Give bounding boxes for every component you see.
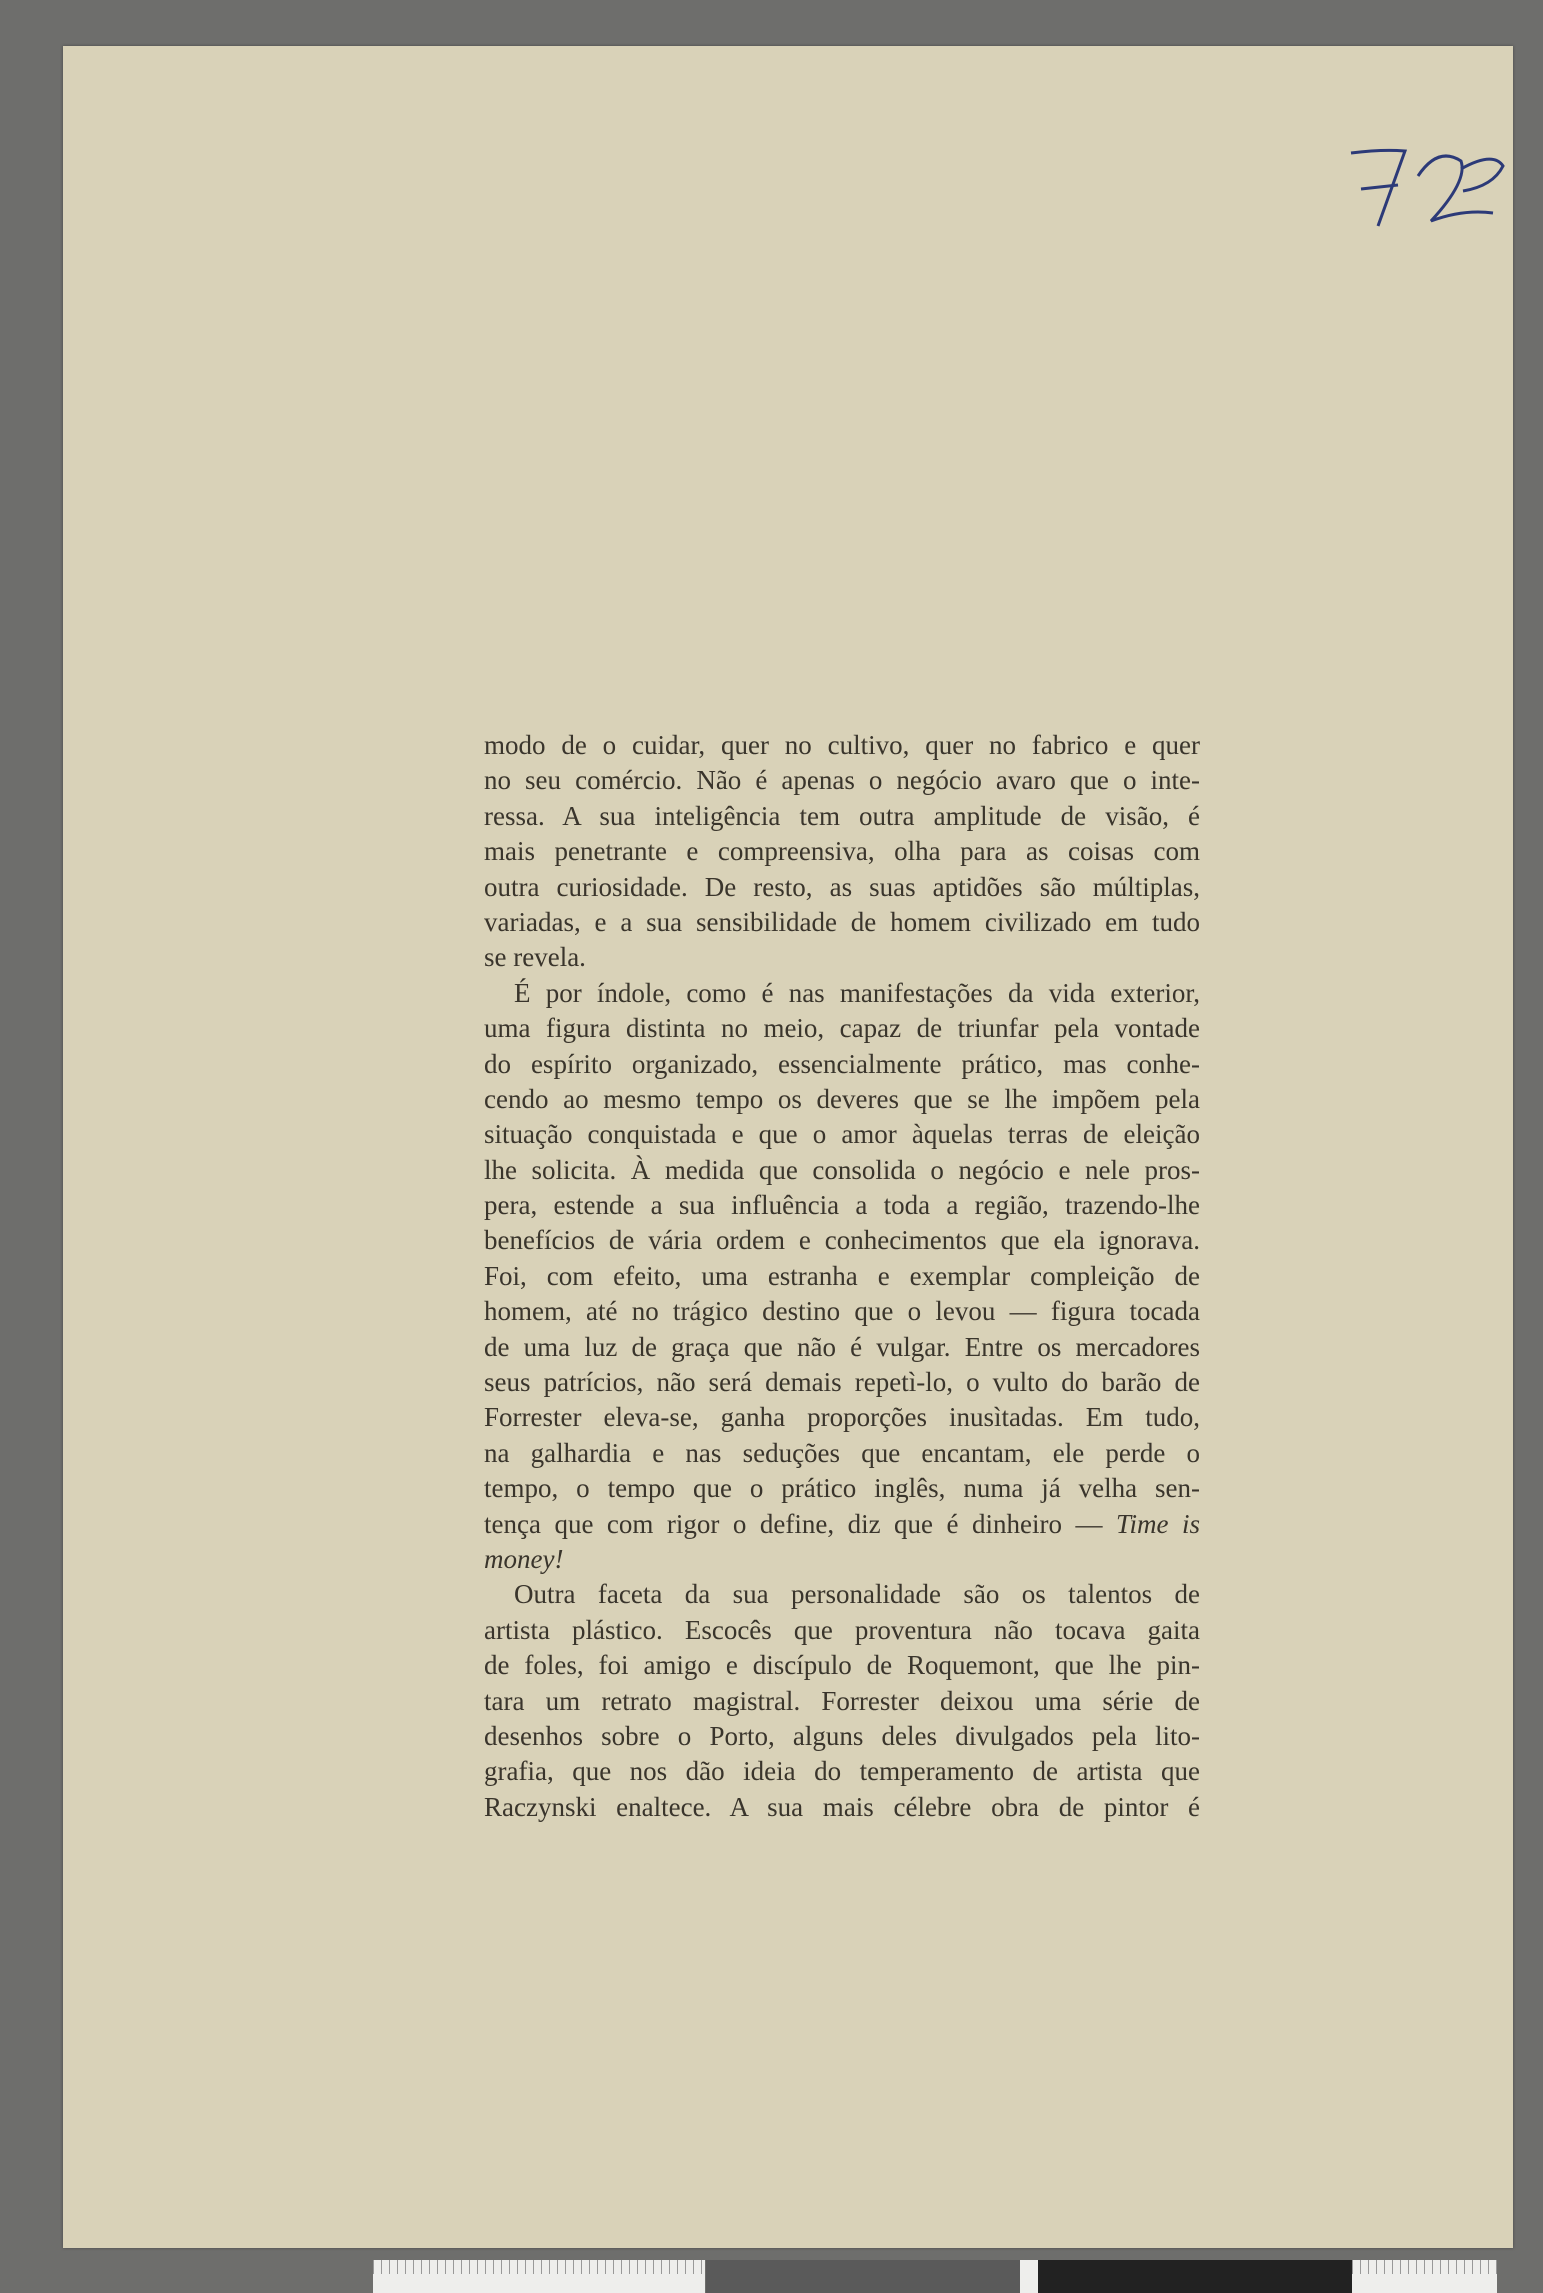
text-line [484, 1117, 1200, 1152]
text-line-content: benefícios de vária ordem e conhecimentos que ela ignorava. [484, 1225, 1200, 1256]
text-line [484, 905, 1200, 940]
text-line-content: seus patrícios, não será demais repetì-lo, o vulto do barão de [484, 1367, 1200, 1398]
scale-ruler-white [373, 2260, 705, 2293]
text-line-content: outra curiosidade. De resto, as suas aptidões são múltiplas, [484, 871, 1200, 902]
text-line [484, 1684, 1200, 1719]
italic-phrase: Time is [1115, 1508, 1200, 1539]
text-line [484, 728, 1200, 763]
scale-ruler-divider [1020, 2260, 1038, 2293]
text-line-content: de uma luz de graça que não é vulgar. Entre os mercadores [484, 1331, 1200, 1362]
text-line [484, 1542, 1200, 1577]
text-line-content: desenhos sobre o Porto, alguns deles divulgados pela lito- [484, 1720, 1200, 1751]
text-line [484, 1011, 1200, 1046]
scale-ruler-black [1038, 2260, 1352, 2293]
text-line [484, 1790, 1200, 1825]
text-line [484, 1754, 1200, 1789]
text-line-content: modo de o cuidar, quer no cultivo, quer no fabrico e quer [484, 730, 1200, 760]
text-line [484, 1719, 1200, 1754]
text-line [484, 1400, 1200, 1435]
italic-phrase: money! [484, 1543, 564, 1574]
text-line [484, 1436, 1200, 1471]
text-line-content: se revela. [484, 942, 586, 973]
text-line-content: tença que com rigor o define, diz que é dinheiro — [484, 1508, 1103, 1539]
text-line-content: situação conquistada e que o amor àquelas terras de eleição [484, 1119, 1200, 1150]
text-line-content: É por índole, como é nas manifestações da vida exterior, [514, 977, 1200, 1008]
text-line-content: na galhardia e nas seduções que encantam, ele perde o [484, 1437, 1200, 1468]
text-line-content: grafia, que nos dão ideia do temperamento de artista que [484, 1756, 1200, 1787]
text-line-content: homem, até no trágico destino que o levou — figura tocada [484, 1296, 1200, 1327]
text-line [484, 1507, 1200, 1542]
text-line-content: Forrester eleva-se, ganha proporções inusìtadas. Em tudo, [484, 1402, 1200, 1433]
text-line [484, 763, 1200, 798]
text-line [484, 870, 1200, 905]
text-line [484, 1259, 1200, 1294]
text-line-content: artista plástico. Escocês que proventura não tocava gaita [484, 1614, 1200, 1645]
text-line-content: Outra faceta da sua personalidade são os talentos de [514, 1579, 1200, 1610]
text-line-content: do espírito organizado, essencialmente prático, mas conhe- [484, 1048, 1200, 1079]
text-line-content: Raczynski enaltece. A sua mais célebre obra de pintor é [484, 1791, 1200, 1822]
text-line [484, 1188, 1200, 1223]
text-line-content: cendo ao mesmo tempo os deveres que se lhe impõem pela [484, 1083, 1200, 1114]
text-line-content: tempo, o tempo que o prático inglês, numa já velha sen- [484, 1473, 1200, 1504]
text-line-content: mais penetrante e compreensiva, olha para as coisas com [484, 836, 1200, 867]
text-line [484, 1294, 1200, 1329]
text-line-content: tara um retrato magistral. Forrester deixou uma série de [484, 1685, 1200, 1716]
text-line [484, 1330, 1200, 1365]
text-line [484, 1082, 1200, 1117]
text-line [484, 834, 1200, 869]
text-line-content: variadas, e a sua sensibilidade de homem civilizado em tudo [484, 906, 1200, 937]
text-line-content: de foles, foi amigo e discípulo de Roquemont, que lhe pin- [484, 1650, 1200, 1681]
body-text [484, 728, 1200, 1825]
text-line-content: uma figura distinta no meio, capaz de triunfar pela vontade [484, 1013, 1200, 1044]
scale-ruler-white-right [1352, 2260, 1497, 2293]
text-line [484, 1577, 1200, 1612]
text-line-content: ressa. A sua inteligência tem outra amplitude de visão, é [484, 800, 1200, 831]
text-line [484, 1047, 1200, 1082]
handwritten-page-number [1343, 141, 1513, 236]
text-line [484, 1648, 1200, 1683]
text-line [484, 1365, 1200, 1400]
text-line [484, 940, 1200, 975]
text-line [484, 1153, 1200, 1188]
text-line [484, 1471, 1200, 1506]
text-line-content: pera, estende a sua influência a toda a região, trazendo-lhe [484, 1190, 1200, 1221]
text-line-content: Foi, com efeito, uma estranha e exemplar compleição de [484, 1260, 1200, 1291]
scale-ruler-gray [706, 2260, 1020, 2293]
text-line [484, 799, 1200, 834]
text-line-content: lhe solicita. À medida que consolida o negócio e nele pros- [484, 1154, 1200, 1185]
text-line-content: no seu comércio. Não é apenas o negócio avaro que o inte- [484, 765, 1200, 796]
text-line [484, 976, 1200, 1011]
text-line [484, 1223, 1200, 1258]
text-line [484, 1613, 1200, 1648]
